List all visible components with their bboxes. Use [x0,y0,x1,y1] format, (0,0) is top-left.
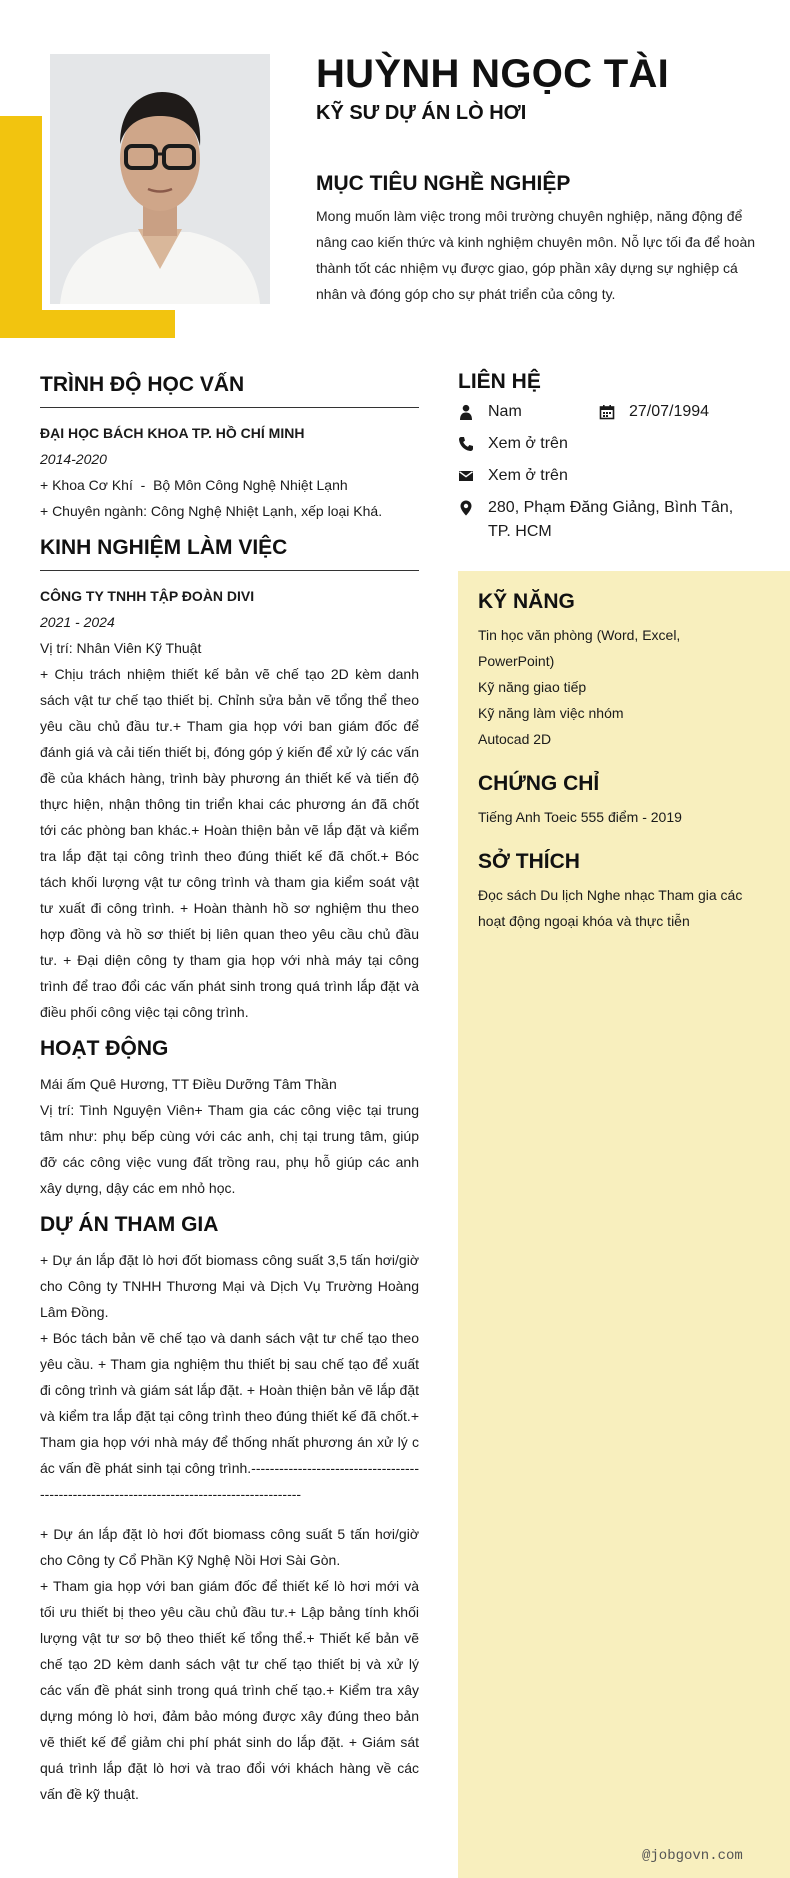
job-title: KỸ SƯ DỰ ÁN LÒ HƠI [316,102,527,124]
hobbies-heading: SỞ THÍCH [478,850,580,873]
skill-item: Autocad 2D [478,731,552,747]
profile-photo-frame [42,46,277,310]
projects-section [40,1213,419,1807]
hobbies-section [478,850,748,934]
calendar-icon [599,400,629,424]
certificate-item: Tiếng Anh Toeic 555 điểm - 2019 [478,809,682,825]
activity-description: Vị trí: Tình Nguyện Viên+ Tham gia các công việc tại trung tâm như: phụ bếp cùng với các anh, chị tại trung tâm, giúp đỡ các công việc vung đất trồng rau, phụ hỗ giúp các anh xây dựng, dậy các em nhỏ học. [40,1102,419,1196]
contact-email[interactable]: Xem ở trên [488,467,568,484]
contact-section [458,370,758,552]
activities-section [40,1037,419,1201]
skill-item: Kỹ năng giao tiếp [478,679,587,695]
skills-heading: KỸ NĂNG [478,590,575,613]
contact-email-row [458,464,758,488]
experience-position: Vị trí: Nhân Viên Kỹ Thuật [40,640,202,656]
skill-item: Tin học văn phòng (Word, Excel, PowerPoint) [478,627,681,669]
objective-text: Mong muốn làm việc trong môi trường chuyên nghiệp, năng động để nâng cao kiến thức và kinh nghiệm chuyên môn. Nỗ lực tối đa để hoàn thành tốt các nhiệm vụ được giao, góp phần xây dựng sự nghiệp cá nhân và đóng góp cho sự phát triển của công ty. [316,208,756,302]
contact-gender-birthday-row [458,400,758,424]
main-column [40,373,419,1807]
email-icon [458,464,488,488]
school-name: ĐẠI HỌC BÁCH KHOA TP. HỒ CHÍ MINH [40,425,305,441]
contact-heading: LIÊN HỆ [458,370,541,393]
candidate-name: HUỲNH NGỌC TÀI [316,52,670,96]
skills-section [478,590,748,752]
phone-icon [458,432,488,456]
experience-section [40,536,419,1025]
education-faculty: + Khoa Cơ Khí - Bộ Môn Công Nghệ Nhiệt Lạnh [40,477,348,493]
skill-item: Kỹ năng làm việc nhóm [478,705,624,721]
projects-heading: DỰ ÁN THAM GIA [40,1213,219,1236]
certificates-heading: CHỨNG CHỈ [478,772,600,795]
project-1-description: + Bóc tách bản vẽ chế tạo và danh sách vật tư chế tạo theo yêu cầu. + Tham gia nghiệm thu thiết bị sau chế tạo để xuất đi công trình và giám sát lắp đặt. + Hoàn thiện bản vẽ lắp đặt và kiểm tra lắp đặt tại công trình theo đúng thiết kế đã chốt.+ Tham gia họp với nhà máy để thống nhất phương án xử lý các vấn đề phát sinh tại công trình.-------------------------------------------------------------------------------------------- [40,1330,419,1502]
person-icon [458,400,488,424]
education-major: + Chuyên ngành: Công Nghệ Nhiệt Lạnh, xếp loại Khá. [40,503,383,519]
contact-birthday: 27/07/1994 [629,403,710,420]
contact-address-row [458,496,758,544]
experience-period: 2021 - 2024 [40,614,115,630]
project-1-name: + Dự án lắp đặt lò hơi đốt biomass công suất 3,5 tấn hơi/giờ cho Công ty TNHH Thương Mại và Dịch Vụ Trường Hoàng Lâm Đồng. [40,1252,419,1320]
profile-photo [50,54,270,304]
location-icon [458,496,488,520]
contact-gender: Nam [488,403,522,420]
experience-description: + Chịu trách nhiệm thiết kế bản vẽ chế tạo 2D kèm danh sách vật tư chế tạo thiết bị. Chỉnh sửa bản vẽ tổng thể theo yêu cầu chủ đầu tư.+ Tham gia họp với ban giám đốc để đánh giá và cải tiến thiết bị, đóng góp ý kiến để xử lý các vấn đề của khách hàng, trình bày phương án thiết kế và tiến độ thực hiện, nhận thông tin triển khai các phương án đã chốt tới các phòng ban khác.+ Hoàn thiện bản vẽ lắp đặt và kiểm tra lắp đặt tại công trình theo đúng thiết kế đã chốt.+ Bóc tách khối lượng vật tư công trình và tham gia kiểm soát vật tư xuất đi công trình. + Hoàn thành hồ sơ nghiệm thu theo hợp đồng và hồ sơ thiết bị liên quan theo yêu cầu chủ đầu tư. + Đại diện công ty tham gia họp với nhà máy tại công trình để trao đổi các vấn phát sinh trong quá trình lắp đặt và điều phối công việc tại công trình. [40,666,419,1020]
experience-heading: KINH NGHIỆM LÀM VIỆC [40,536,419,571]
watermark: @jobgovn.com [642,1848,743,1864]
contact-phone[interactable]: Xem ở trên [488,435,568,452]
education-section [40,373,419,524]
certificates-section [478,772,748,830]
objective-heading: MỤC TIÊU NGHỀ NGHIỆP [316,172,571,195]
education-period: 2014-2020 [40,451,107,467]
education-heading: TRÌNH ĐỘ HỌC VẤN [40,373,419,408]
project-2-name: + Dự án lắp đặt lò hơi đốt biomass công suất 5 tấn hơi/giờ cho Công ty Cổ Phần Kỹ Nghệ Nồi Hơi Sài Gòn. [40,1526,419,1568]
company-name: CÔNG TY TNHH TẬP ĐOÀN DIVI [40,588,255,604]
project-2-description: + Tham gia họp với ban giám đốc để thiết kế lò hơi mới và tối ưu thiết bị theo yêu cầu chủ đầu tư.+ Lập bảng tính khối lượng vật tư sơ bộ theo thiết kế tổng thể.+ Thiết kế bản vẽ chế tạo 2D kèm danh sách vật tư chế tạo thiết bị và xử lý các vấn đề phát sinh trong quá trình chế tạo.+ Kiểm tra xây dựng móng lò hơi, đảm bảo móng được xây đúng theo bản vẽ thiết kế để giảm chi phí phát sinh do lắp đặt. + Giám sát quá trình lắp đặt lò hơi và trao đổi với khách hàng về các vấn đề kỹ thuật. [40,1578,419,1802]
sidebar-content [478,590,748,934]
contact-phone-row [458,432,758,456]
contact-address: 280, Phạm Đăng Giảng, Bình Tân, TP. HCM [488,499,734,540]
hobbies-text: Đọc sách Du lịch Nghe nhạc Tham gia các hoạt động ngoại khóa và thực tiễn [478,887,743,929]
activity-org: Mái ấm Quê Hương, TT Điều Dưỡng Tâm Thần [40,1076,337,1092]
activities-heading: HOẠT ĐỘNG [40,1037,169,1060]
